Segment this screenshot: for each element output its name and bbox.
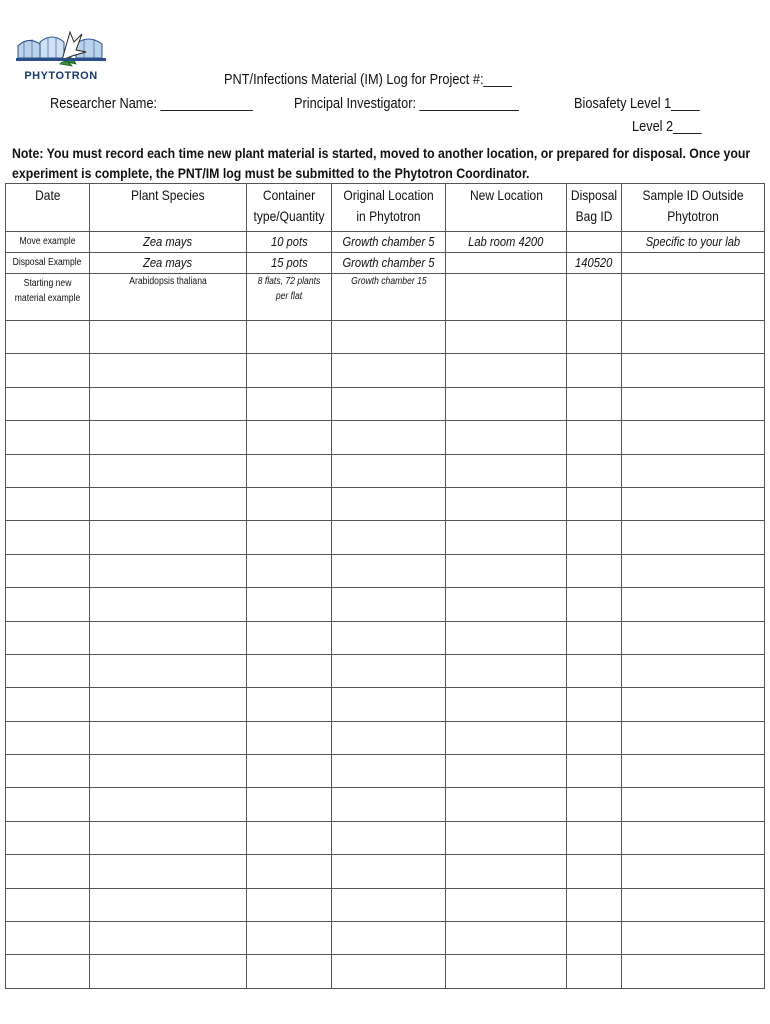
table-cell[interactable] [247, 654, 332, 687]
table-cell[interactable] [247, 421, 332, 454]
table-cell[interactable] [90, 621, 247, 654]
table-cell[interactable] [6, 387, 90, 420]
biosafety-level-1-field: Biosafety Level 1____ [574, 96, 700, 112]
table-cell: Arabidopsis thaliana [90, 274, 247, 321]
table-cell[interactable] [622, 788, 765, 821]
table-cell[interactable] [446, 922, 567, 955]
table-cell[interactable] [567, 688, 622, 721]
col-header-new-location: New Location [446, 184, 567, 232]
biosafety-level-2-field: Level 2____ [632, 119, 702, 135]
table-cell [567, 232, 622, 253]
table-cell[interactable] [247, 855, 332, 888]
table-header-row [6, 184, 765, 232]
instructions-note: Note: You must record each time new plant material is started, moved to another location, or prepared for disposal. Once your experiment is complete, the PNT/IM log must be submitted to the Phytotron Coordinator. [12, 145, 751, 181]
table-cell[interactable] [90, 521, 247, 554]
table-row[interactable] [6, 387, 765, 420]
table-row[interactable] [6, 554, 765, 587]
table-cell[interactable] [332, 487, 446, 520]
table-cell: 10 pots [247, 232, 332, 253]
table-cell[interactable] [247, 521, 332, 554]
table-row [6, 232, 765, 253]
table-cell: Move example [6, 232, 90, 253]
table-cell[interactable] [567, 354, 622, 387]
table-row[interactable] [6, 955, 765, 988]
table-cell[interactable] [332, 621, 446, 654]
table-cell[interactable] [6, 354, 90, 387]
table-cell[interactable] [247, 788, 332, 821]
table-row[interactable] [6, 855, 765, 888]
table-row[interactable] [6, 588, 765, 621]
table-cell[interactable] [622, 755, 765, 788]
table-cell[interactable] [622, 354, 765, 387]
table-cell[interactable] [90, 955, 247, 988]
table-cell[interactable] [6, 321, 90, 354]
table-row[interactable] [6, 621, 765, 654]
table-cell[interactable] [6, 521, 90, 554]
table-cell[interactable] [90, 554, 247, 587]
col-header-plant-species: Plant Species [90, 184, 247, 232]
table-cell[interactable] [446, 521, 567, 554]
table-cell[interactable] [446, 321, 567, 354]
table-cell[interactable] [622, 721, 765, 754]
table-cell [622, 253, 765, 274]
table-cell[interactable] [622, 521, 765, 554]
table-cell[interactable] [567, 721, 622, 754]
table-cell: Starting new material example [6, 274, 90, 321]
table-cell[interactable] [622, 955, 765, 988]
principal-investigator-field: Principal Investigator: ______________ [294, 96, 519, 112]
table-cell[interactable] [6, 688, 90, 721]
table-cell[interactable] [622, 888, 765, 921]
table-cell[interactable] [446, 354, 567, 387]
table-cell[interactable] [90, 855, 247, 888]
table-cell[interactable] [332, 955, 446, 988]
table-cell: Lab room 4200 [446, 232, 567, 253]
table-cell[interactable] [90, 454, 247, 487]
table-cell[interactable] [90, 354, 247, 387]
table-row[interactable] [6, 755, 765, 788]
table-cell[interactable] [567, 454, 622, 487]
table-cell[interactable] [90, 721, 247, 754]
table-cell[interactable] [446, 888, 567, 921]
table-cell[interactable] [332, 721, 446, 754]
table-cell[interactable] [446, 654, 567, 687]
table-row[interactable] [6, 788, 765, 821]
table-cell[interactable] [446, 588, 567, 621]
table-cell[interactable] [622, 454, 765, 487]
table-cell[interactable] [446, 755, 567, 788]
table-cell[interactable] [332, 354, 446, 387]
col-header-date: Date [6, 184, 90, 232]
table-cell[interactable] [446, 955, 567, 988]
table-cell[interactable] [247, 588, 332, 621]
table-cell[interactable] [567, 821, 622, 854]
table-row[interactable] [6, 922, 765, 955]
table-cell[interactable] [6, 788, 90, 821]
table-cell[interactable] [6, 922, 90, 955]
table-cell[interactable] [446, 721, 567, 754]
table-cell[interactable] [247, 354, 332, 387]
table-cell[interactable] [247, 554, 332, 587]
table-cell[interactable] [6, 588, 90, 621]
table-cell[interactable] [567, 888, 622, 921]
table-cell[interactable] [622, 387, 765, 420]
table-cell[interactable] [332, 888, 446, 921]
table-cell[interactable] [90, 588, 247, 621]
table-row[interactable] [6, 688, 765, 721]
table-cell[interactable] [622, 654, 765, 687]
table-cell[interactable] [622, 922, 765, 955]
table-cell[interactable] [332, 654, 446, 687]
table-row[interactable] [6, 321, 765, 354]
table-row [6, 253, 765, 274]
table-cell[interactable] [6, 888, 90, 921]
table-cell[interactable] [567, 621, 622, 654]
table-cell[interactable] [332, 821, 446, 854]
table-cell: Growth chamber 5 [332, 253, 446, 274]
table-cell[interactable] [622, 688, 765, 721]
table-cell[interactable] [332, 855, 446, 888]
col-header-container: Container type/Quantity [247, 184, 332, 232]
table-cell[interactable] [247, 888, 332, 921]
table-cell[interactable] [90, 387, 247, 420]
table-cell[interactable] [446, 387, 567, 420]
table-cell [446, 253, 567, 274]
table-cell[interactable] [247, 387, 332, 420]
table-cell[interactable] [90, 421, 247, 454]
table-cell: 140520 [567, 253, 622, 274]
table-cell[interactable] [567, 855, 622, 888]
im-log-table [5, 183, 765, 989]
table-cell[interactable] [90, 321, 247, 354]
table-cell[interactable] [247, 721, 332, 754]
table-cell[interactable] [332, 554, 446, 587]
table-cell[interactable] [622, 621, 765, 654]
table-cell [446, 274, 567, 321]
table-cell[interactable] [446, 421, 567, 454]
table-row[interactable] [6, 421, 765, 454]
table-cell[interactable] [446, 788, 567, 821]
table-cell[interactable] [6, 654, 90, 687]
table-cell[interactable] [6, 721, 90, 754]
table-cell [622, 274, 765, 321]
table-row[interactable] [6, 888, 765, 921]
table-cell[interactable] [567, 955, 622, 988]
col-header-original-location: Original Location in Phytotron [332, 184, 446, 232]
table-cell[interactable] [567, 387, 622, 420]
table-cell[interactable] [247, 688, 332, 721]
table-cell[interactable] [90, 654, 247, 687]
table-cell[interactable] [622, 554, 765, 587]
table-cell[interactable] [567, 788, 622, 821]
table-row[interactable] [6, 487, 765, 520]
table-cell[interactable] [622, 421, 765, 454]
table-cell[interactable] [247, 321, 332, 354]
table-cell[interactable] [446, 855, 567, 888]
table-row[interactable] [6, 354, 765, 387]
researcher-name-field: Researcher Name: _____________ [50, 96, 253, 112]
table-cell: Growth chamber 5 [332, 232, 446, 253]
table-cell[interactable] [6, 454, 90, 487]
table-cell[interactable] [622, 321, 765, 354]
table-cell[interactable] [332, 755, 446, 788]
table-cell[interactable] [6, 755, 90, 788]
logo-text: PHYTOTRON [24, 70, 98, 82]
table-cell: Zea mays [90, 232, 247, 253]
table-cell[interactable] [567, 321, 622, 354]
table-cell[interactable] [90, 821, 247, 854]
table-cell[interactable] [622, 855, 765, 888]
table-row [6, 274, 765, 321]
table-cell[interactable] [446, 454, 567, 487]
table-cell[interactable] [247, 821, 332, 854]
table-cell[interactable] [446, 688, 567, 721]
table-cell[interactable] [622, 487, 765, 520]
table-cell[interactable] [567, 922, 622, 955]
col-header-sample-id: Sample ID Outside Phytotron [622, 184, 765, 232]
table-row[interactable] [6, 821, 765, 854]
table-cell[interactable] [332, 788, 446, 821]
table-cell [567, 274, 622, 321]
col-header-disposal-bag-id: Disposal Bag ID [567, 184, 622, 232]
table-cell[interactable] [446, 821, 567, 854]
table-cell[interactable] [6, 855, 90, 888]
table-cell[interactable] [247, 487, 332, 520]
table-cell[interactable] [332, 387, 446, 420]
phytotron-logo [16, 28, 106, 82]
table-cell[interactable] [6, 821, 90, 854]
table-cell[interactable] [247, 755, 332, 788]
table-cell[interactable] [6, 421, 90, 454]
table-cell[interactable] [446, 554, 567, 587]
table-cell[interactable] [446, 487, 567, 520]
table-cell[interactable] [332, 321, 446, 354]
table-cell[interactable] [90, 888, 247, 921]
table-row[interactable] [6, 454, 765, 487]
table-cell[interactable] [90, 688, 247, 721]
table-cell[interactable] [6, 487, 90, 520]
table-cell: Zea mays [90, 253, 247, 274]
table-cell: Growth chamber 15 [332, 274, 446, 321]
table-cell[interactable] [622, 821, 765, 854]
table-cell[interactable] [247, 955, 332, 988]
table-cell[interactable] [567, 654, 622, 687]
table-cell[interactable] [332, 421, 446, 454]
table-cell[interactable] [6, 554, 90, 587]
table-cell: 8 flats, 72 plants per flat [247, 274, 332, 321]
table-cell[interactable] [332, 588, 446, 621]
table-cell[interactable] [90, 755, 247, 788]
table-row[interactable] [6, 654, 765, 687]
table-cell[interactable] [6, 621, 90, 654]
table-cell[interactable] [332, 688, 446, 721]
table-cell[interactable] [567, 588, 622, 621]
table-cell[interactable] [567, 521, 622, 554]
table-cell[interactable] [332, 454, 446, 487]
table-cell[interactable] [90, 788, 247, 821]
table-cell: Disposal Example [6, 253, 90, 274]
table-cell[interactable] [332, 922, 446, 955]
table-cell: 15 pots [247, 253, 332, 274]
greenhouse-plant-icon [16, 28, 106, 72]
table-cell[interactable] [90, 487, 247, 520]
table-cell[interactable] [567, 421, 622, 454]
table-cell[interactable] [622, 588, 765, 621]
table-cell[interactable] [247, 621, 332, 654]
table-cell[interactable] [567, 755, 622, 788]
table-row[interactable] [6, 521, 765, 554]
table-cell[interactable] [446, 621, 567, 654]
table-row[interactable] [6, 721, 765, 754]
page-title: PNT/Infections Material (IM) Log for Project #:____ [224, 72, 512, 88]
table-cell[interactable] [247, 922, 332, 955]
table-cell[interactable] [6, 955, 90, 988]
table-cell[interactable] [247, 454, 332, 487]
table-cell[interactable] [90, 922, 247, 955]
table-cell[interactable] [567, 554, 622, 587]
table-cell[interactable] [567, 487, 622, 520]
table-cell[interactable] [332, 521, 446, 554]
table-cell: Specific to your lab [622, 232, 765, 253]
